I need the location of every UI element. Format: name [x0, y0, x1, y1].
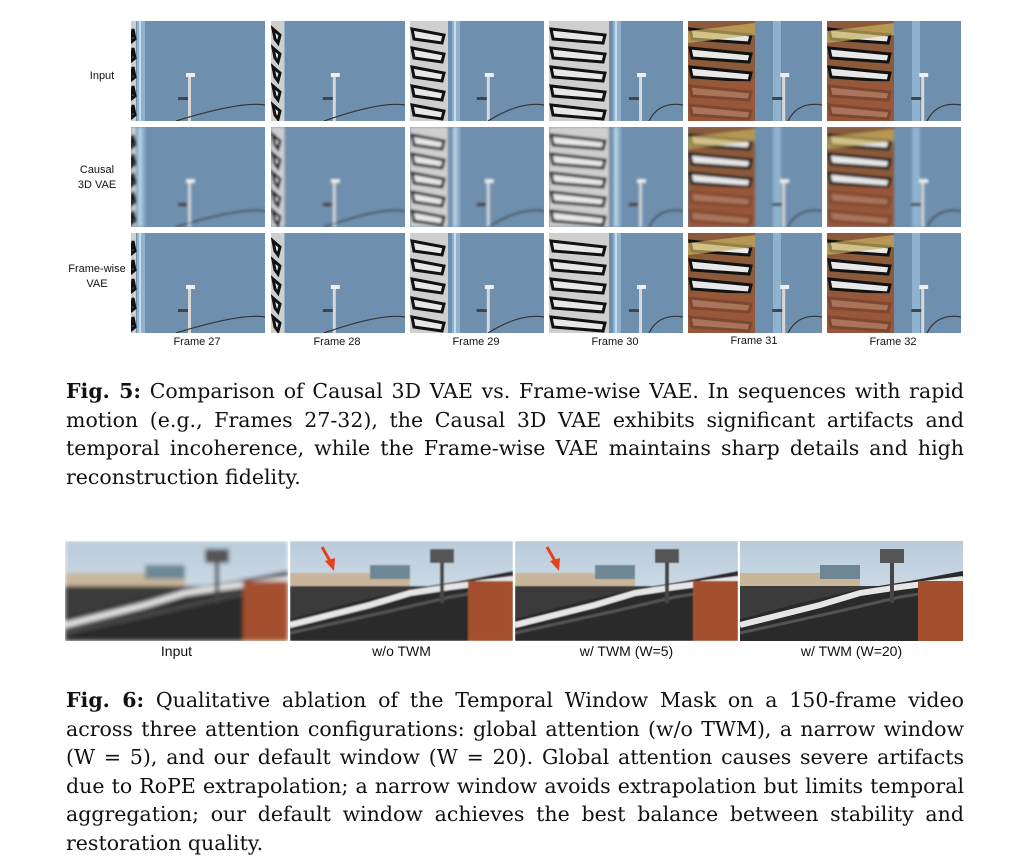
fig5-frame-label: Frame 31	[730, 335, 778, 347]
fig6-label-w20: w/ TWM (W=20)	[800, 643, 903, 659]
fig6-caption-label: Fig. 6:	[66, 688, 145, 712]
fig5-frame-image	[271, 127, 405, 227]
fig5-frame-image	[549, 21, 683, 121]
fig5-frame-image	[827, 127, 961, 227]
fig5-frame-image	[131, 233, 265, 333]
fig5-frame-image	[271, 21, 405, 121]
fig6-caption-text: Qualitative ablation of the Temporal Window Mask on a 150-frame video across three attention configurations: global attention (w/o TWM), a narrow window (W = 5), and our default window (W = 20). Global attention causes severe artifacts due to RoPE extrapolation; a narrow window avoids extrapolation but limits temporal aggregation; our default window achieves the best balance between stability and restoration quality.	[66, 688, 964, 855]
fig5-frame-image	[131, 21, 265, 121]
fig5-frame-label: Frame 30	[591, 336, 639, 348]
fig6-label-w5: w/ TWM (W=5)	[579, 643, 674, 659]
fig5-row-label-framewise: Frame-wise VAE	[68, 263, 126, 290]
fig5-frame-image	[410, 233, 544, 333]
fig5-frame-image	[827, 21, 961, 121]
fig5-frame-label: Frame 29	[452, 336, 500, 348]
fig6-frame-image	[290, 541, 513, 641]
fig5-caption-label: Fig. 5:	[66, 379, 141, 403]
fig5-frame-image	[549, 233, 683, 333]
fig5-frame-image	[688, 127, 822, 227]
fig5-frame-label: Frame 28	[313, 336, 361, 348]
fig5-frame-image	[131, 127, 265, 227]
fig5-frame-image	[688, 233, 822, 333]
fig5-row-label-input: Input	[89, 70, 115, 82]
fig5-frame-image	[410, 21, 544, 121]
fig5-frame-image	[827, 233, 961, 333]
fig5-frame-image	[410, 127, 544, 227]
fig5-frame-image	[271, 233, 405, 333]
fig6-frame-image	[65, 541, 288, 641]
fig5-caption-text: Comparison of Causal 3D VAE vs. Frame-wise VAE. In sequences with rapid motion (e.g., Frames 27-32), the Causal 3D VAE exhibits significant artifacts and temporal incoherence, while the Frame-wise VAE maintains sharp details and high reconstruction fidelity.	[66, 379, 964, 489]
fig5-frame-label: Frame 32	[869, 336, 917, 348]
fig6-label-input: Input	[160, 643, 193, 659]
fig5-frame-image	[549, 127, 683, 227]
fig6-caption	[66, 686, 964, 857]
fig5-frame-label: Frame 27	[173, 336, 221, 348]
fig5-caption	[66, 377, 964, 491]
fig5-frame-image	[688, 21, 822, 121]
fig6-label-wo-twm: w/o TWM	[372, 643, 431, 659]
fig6-frame-image	[740, 541, 963, 641]
fig6-frame-image	[515, 541, 738, 641]
fig5-row-label-causal: Causal 3D VAE	[77, 164, 117, 191]
